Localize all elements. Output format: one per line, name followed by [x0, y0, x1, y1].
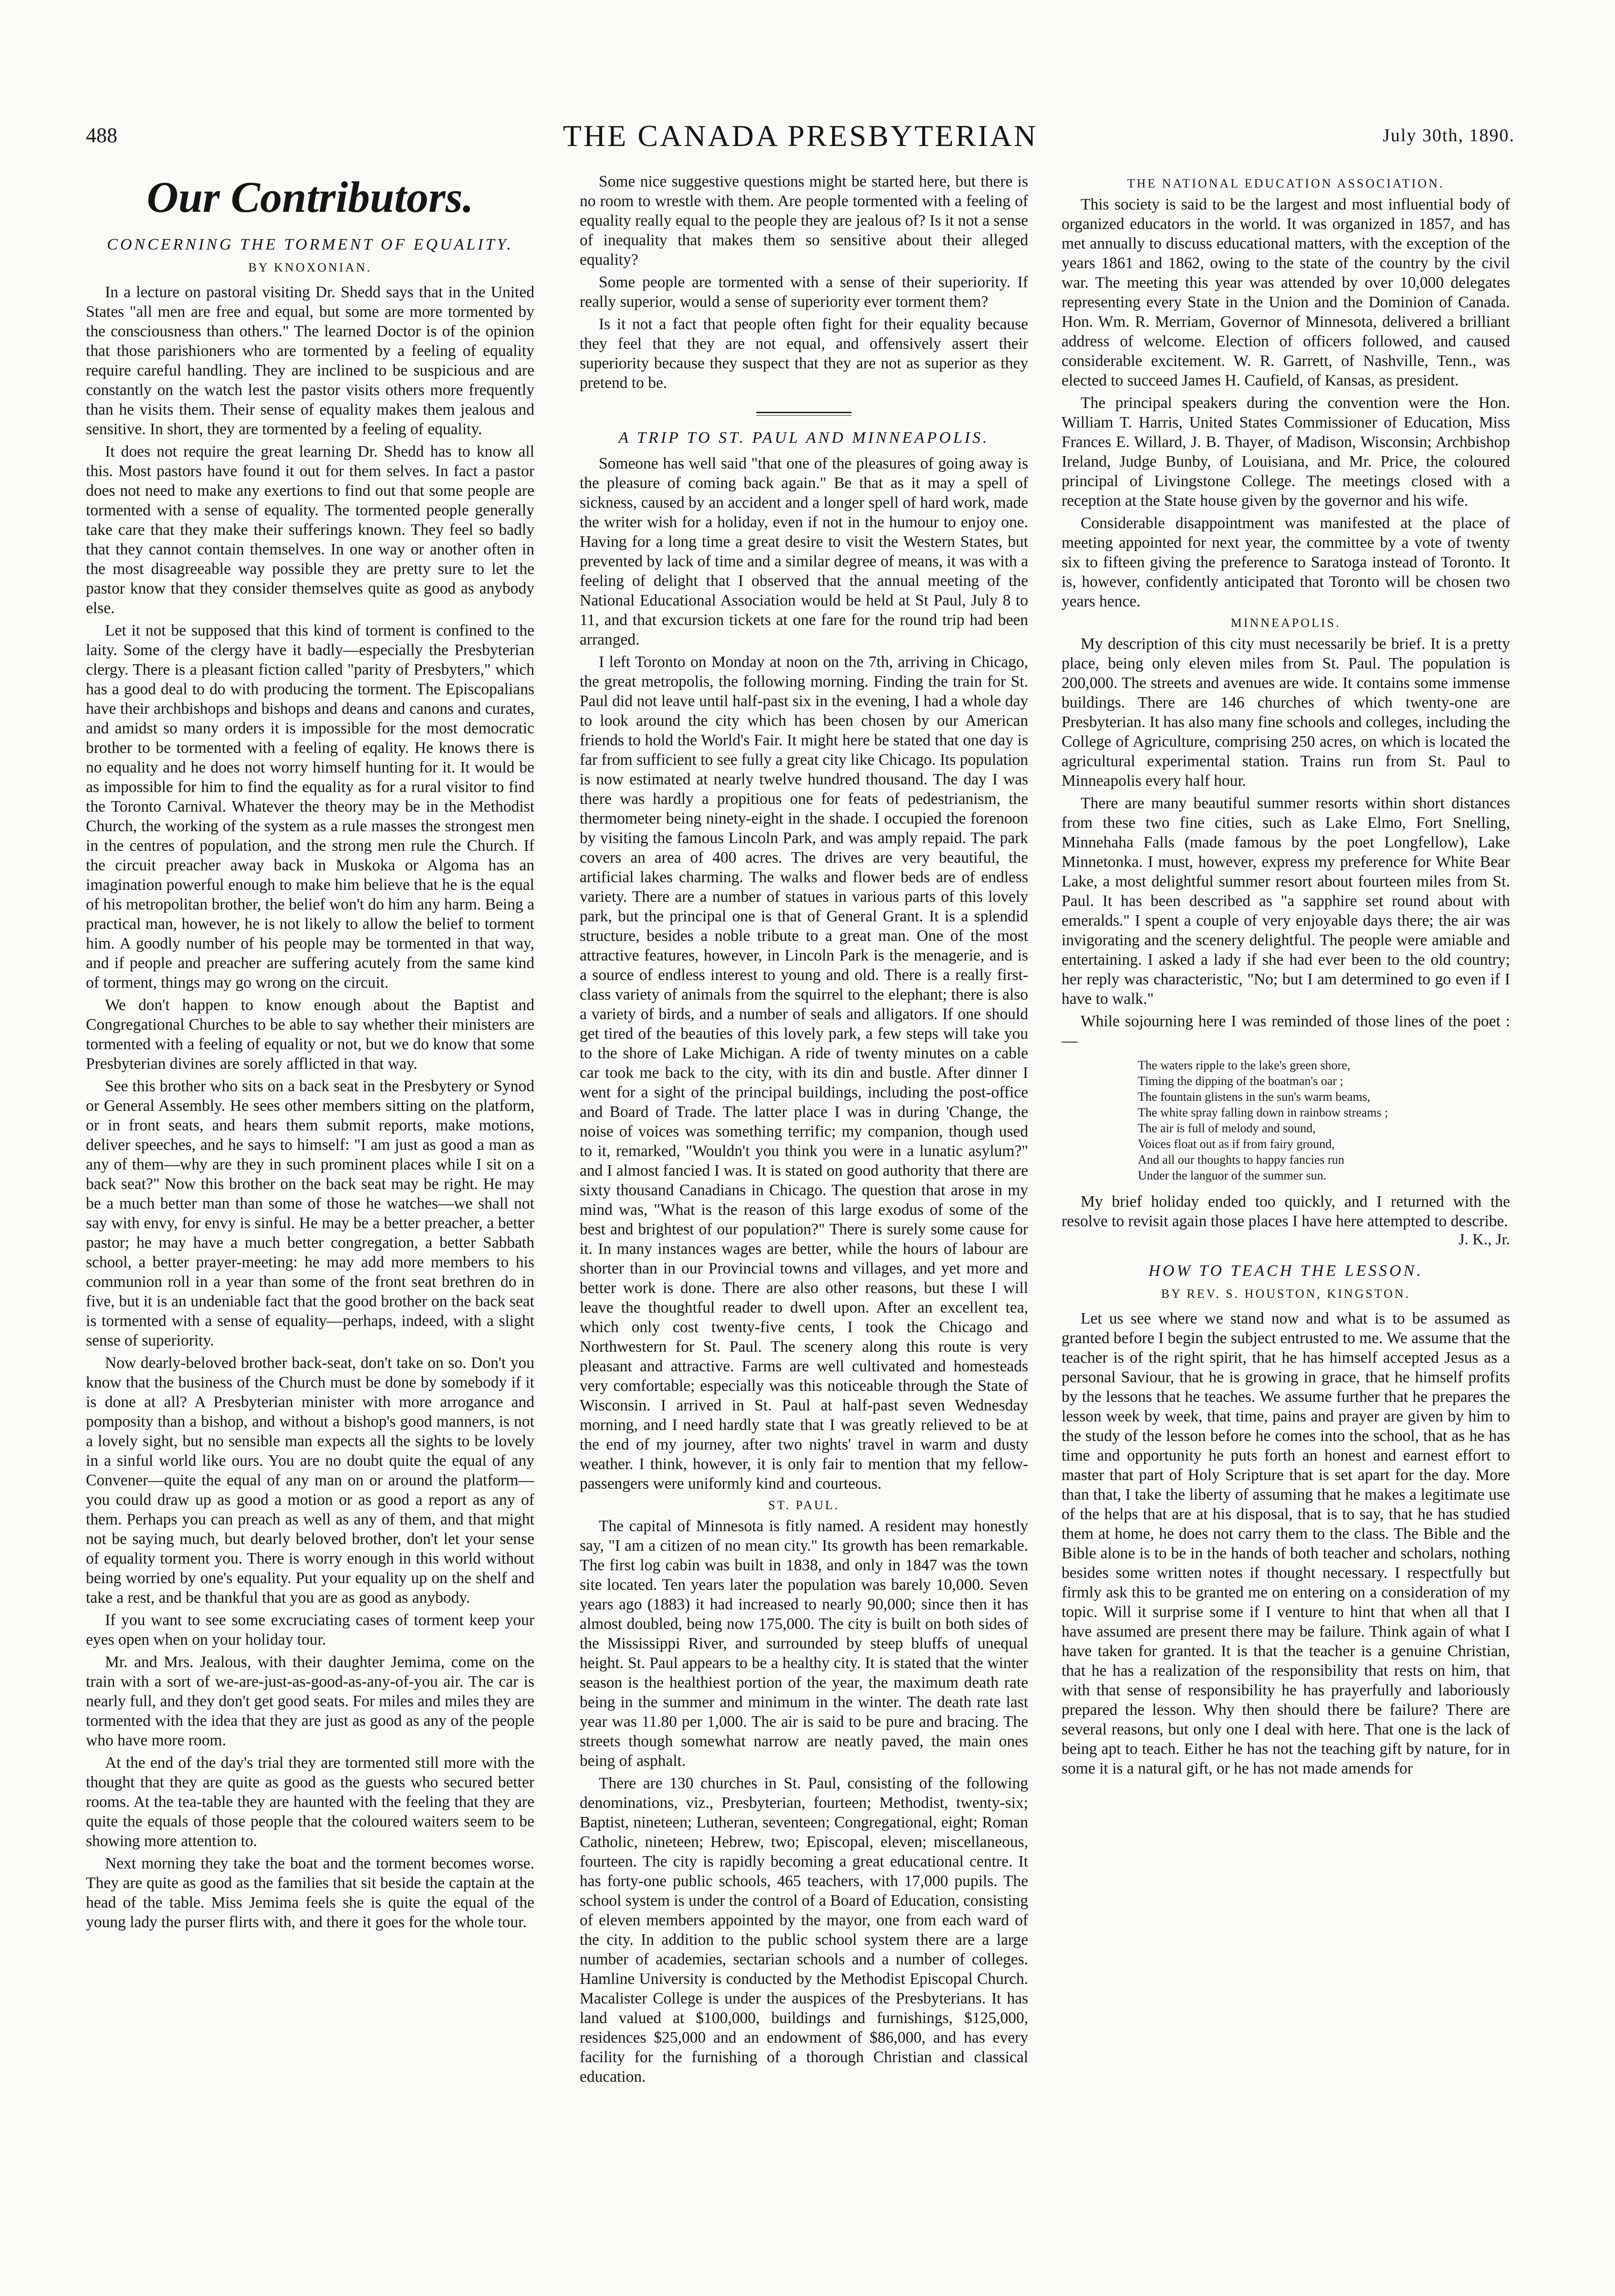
paragraph: Let us see where we stand now and what is to be assumed as granted before I begin the subject entrusted to me. We assume that the teacher is of the right spirit, that he has himself accepted Jesus as a personal Saviour, that he is growing in grace, that he himself profits by the lessons that he teaches. We assume further that he prepares the lesson week by week, that time, pains and prayer are given by him to the study of the lesson before he comes into the school, that as he has time and opportunity he puts forth an honest and earnest effort to master that part of Holy Scripture that is set apart for the day. More than that, I take the liberty of assuming that he makes a legitimate use of the helps that are at his disposal, that is to say, that he has studied them at home, he does not carry them to the class. The Bible and the Bible alone is to be in the hands of both teacher and scholars, nothing besides some written notes if thought necessary. I respectfully but firmly ask this to be granted me on entering on a consideration of my topic. Will it surprise some if I venture to hint that when all that I have assumed are present there may be failure. Think again of what I have taken for granted. It is that the teacher is a genuine Christian, that he has a realization of the responsibility that rests on him, that with that sense of responsibility he has prayerfully and laboriously prepared the lesson. Why then should there be failure? There are several reasons, but only one I deal with here. That one is the lack of being apt to teach. Either he has not the teaching gift by nature, for in some it is a natural gift, or he has not made amends for	[1062, 1310, 1510, 1777]
poem-line: The waters ripple to the lake's green shore,	[1138, 1058, 1351, 1072]
column-2	[580, 172, 1028, 2271]
poem-line: Voices float out as if from fairy ground,	[1138, 1137, 1335, 1151]
paragraph: It does not require the great learning Dr. Shedd has to know all this. Most pastors have found it out for them selves. In fact a pastor does not need to make any exertions to find out that some people are tormented with a sense of equality. The tormented people generally take care that they make their sufferings known. They feel so badly that they cannot contain themselves. In one way or another often in the most disagreeable way possible they are pretty sure to let the pastor know that they consider themselves quite as good as anybody else.	[86, 443, 534, 617]
paragraph: My brief holiday ended too quickly, and I returned with the resolve to revisit again those places I have here attempted to describe.	[1062, 1193, 1510, 1230]
paragraph: Considerable disappointment was manifested at the place of meeting appointed for next year, the committee by a vote of twenty six to fifteen giving the preference to Saratoga instead of Toronto. It is, however, confidently anticipated that Toronto will be chosen two years hence.	[1062, 514, 1510, 610]
paragraph: If you want to see some excruciating cases of torment keep your eyes open when on your holiday tour.	[86, 1611, 534, 1649]
column-3	[1062, 172, 1510, 2271]
closing-block	[1062, 1192, 1510, 1231]
paragraph: While sojourning here I was reminded of those lines of the poet :—	[1062, 1012, 1510, 1050]
paragraph: Now dearly-beloved brother back-seat, don't take on so. Don't you know that the business of the Church must be done by somebody if it is done at all? A Presbyterian minister with more arrogance and pomposity than a bishop, and without a bishop's good manners, is not a lovely sight, but no sensible man expects all the sights to be lovely in a sinful world like ours. You are no doubt quite the equal of any Convener—quite the equal of any man on or around the platform—you could draw up as good a motion or as good a report as any of them. Perhaps you can preach as well as any of them, and that might not be saying much, but dearly beloved brother, don't let your sense of equality torment you. There is worry enough in this world without being worried by one's equality. Put your equality up on the shelf and take a rest, and be thankful that you are as good as anybody.	[86, 1354, 534, 1607]
poem-line: And all our thoughts to happy fancies run	[1138, 1153, 1344, 1167]
article-byline: BY KNOXONIAN.	[248, 261, 372, 274]
subheading: ST. PAUL.	[768, 1498, 840, 1512]
poem-line: The white spray falling down in rainbow streams ;	[1138, 1106, 1388, 1119]
signature: J. K., Jr.	[1458, 1231, 1510, 1248]
paragraph: Mr. and Mrs. Jealous, with their daughter Jemima, come on the train with a sort of we-are-just-as-good-as-any-of-you air. The car is nearly full, and they don't get good seats. For miles and miles they are tormented with the idea that they are just as good as any of the people who have more room.	[86, 1653, 534, 1749]
paragraph: The principal speakers during the convention were the Hon. William T. Harris, United States Commissioner of Education, Miss Frances E. Willard, J. B. Thayer, of Madison, Wisconsin; Archbishop Ireland, Judge Bunby, of Louisiana, and Mr. Price, the coloured principal of Livingstone College. The meetings closed with a reception at the State house given by the governor and his wife.	[1062, 394, 1510, 510]
article-title: CONCERNING THE TORMENT OF EQUALITY.	[107, 236, 513, 253]
section-title: Our Contributors.	[146, 173, 474, 221]
paragraph: I left Toronto on Monday at noon on the 7th, arriving in Chicago, the great metropolis, the following morning. Finding the train for St. Paul did not leave until half-past six in the evening, I had a whole day to look around the city which has been chosen by our American friends to hold the World's Fair. It might here be stated that one day is far from sufficient to see fully a great city like Chicago. Its population is now estimated at nearly twelve hundred thousand. The day I was there was hardly a propitious one for feats of pedestrianism, the thermometer being ninety-eight in the shade. I occupied the forenoon by visiting the famous Lincoln Park, and was amply repaid. The park covers an area of 400 acres. The drives are very beautiful, the artificial lakes charming. The walks and flower beds are of endless variety. There are a number of statues in various parts of this lovely park, but the principal one is that of General Grant. It is a splendid structure, besides a noble tribute to a great man. One of the most attractive features, however, in Lincoln Park is the menagerie, and is a source of endless interest to young and old. There is a really first-class variety of animals from the squirrel to the elephant; there is also a variety of birds, and a number of seals and alligators. If one should get tired of the beauties of this lovely park, a few steps will take you to the shore of Lake Michigan. A ride of twenty minutes on a cable car took me back to the city, with its din and bustle. After dinner I went for a sight of the principal buildings, including the post-office and Board of Trade. The latter place I was in during 'Change, the noise of voices was something terrific; my companion, though used to it, remarked, "Wouldn't you think you were in a lunatic asylum?" and I almost fancied I was. It is stated on good authority that there are sixty thousand Canadians in Chicago. The question that arose in my mind was, "What is the reason of this large exodus of some of the best and brightest of our population?" There is surely some cause for it. In many instances wages are better, while the hours of labour are shorter than in our Provincial towns and villages, and yet more and better work is done. There are also other reasons, but these I will leave the thoughtful reader to dwell upon. After an excellent tea, which only cost twenty-five cents, I took the Chicago and Northwestern for St. Paul. The scenery along this route is very pleasant and attractive. Farms are well cultivated and homesteads very comfortable; especially was this noticeable through the State of Wisconsin. I arrived in St. Paul at half-past seven Wednesday morning, and I need hardly state that I was greatly relieved to be at the end of my journey, after two nights' travel in warm and dusty weather. I think, however, it is only fair to mention that my fellow-passengers were uniformly kind and courteous.	[580, 653, 1028, 1492]
paragraph: My description of this city must necessarily be brief. It is a pretty place, being only eleven miles from St. Paul. The population is 200,000. The streets and avenues are wide. It contains some immense buildings. There are 146 churches of which twenty-one are Presbyterian. It has also many fine schools and colleges, including the College of Agriculture, comprising 250 acres, on which is located the agricultural experimental station. Trains run from St. Paul to Minneapolis every half hour.	[1062, 635, 1510, 790]
poem-line: Timing the dipping of the boatman's oar ;	[1138, 1074, 1344, 1088]
paragraph: The capital of Minnesota is fitly named. A resident may honestly say, "I am a citizen of no mean city." Its growth has been remarkable. The first log cabin was built in 1838, and only in 1847 was the town site located. Ten years later the population was barely 10,000. Seven years ago (1883) it had increased to nearly 90,000; since then it has almost doubled, being now 175,000. The city is built on both sides of the Mississippi River, and surrounded by steep bluffs of unequal height. St. Paul appears to be a healthy city. It is stated that the winter season is the healthiest portion of the year, the maximum death rate being in the summer and minimum in the winter. The death rate last year was 11.80 per 1,000. The air is said to be pure and bracing. The streets though somewhat narrow are neatly paved, the main ones being of asphalt.	[580, 1517, 1028, 1770]
poem-line: The air is full of melody and sound,	[1138, 1121, 1316, 1135]
subheading: THE NATIONAL EDUCATION ASSOCIATION.	[1127, 177, 1445, 190]
poem-line: Under the languor of the summer sun.	[1138, 1169, 1326, 1182]
paragraph: In a lecture on pastoral visiting Dr. Shedd says that in the United States "all men are free and equal, but some are more tormented by the consciousness than others." The learned Doctor is of the opinion that those parishioners who are tormented by a feeling of equality require careful handling. They are inclined to be suspicious and are constantly on the watch lest the pastor visits others more frequently than he visits them. Their sense of equality makes them jealous and sensitive. In short, they are tormented by a feeling of equality.	[86, 283, 534, 438]
column-1	[86, 172, 534, 2271]
paragraph: Next morning they take the boat and the torment becomes worse. They are quite as good as the families that sit beside the captain at the head of the table. Miss Jemima feels she is quite the equal of the young lady the purser flirts with, and there it goes for the whole tour.	[86, 1855, 534, 1931]
paragraph: At the end of the day's trial they are tormented still more with the thought that they are quite as good as the guests who secured better rooms. At the tea-table they are haunted with the feeling that they are quite the equals of those people that the coloured waiters seem to be showing more attention to.	[86, 1754, 534, 1850]
paragraph: There are many beautiful summer resorts within short distances from these two fine cities, such as Lake Elmo, Fort Snelling, Minnehaha Falls (made famous by the poet Longfellow), Lake Minnetonka. I must, however, express my preference for White Bear Lake, a most delightful summer resort about fourteen miles from St. Paul. It has been described as "a sapphire set round about with emeralds." I spent a couple of very enjoyable days there; the air was invigorating and the scenery delightful. The people were amiable and entertaining. I asked a lady if she had ever been to the old country; her reply was characteristic, "No; but I am determined to go even if I have to walk."	[1062, 794, 1510, 1008]
paragraph: See this brother who sits on a back seat in the Presbytery or Synod or General Assembly. He sees other members sitting on the platform, or in front seats, and hears them submit reports, make motions, deliver speeches, and he says to himself: "I am just as good a man as any of them—why are they in such prominent places while I sit on a back seat?" Now this brother on the back seat may be right. He may be a much better man than some of those he watches—we shall not say with envy, for envy is sinful. He may be a better preacher, a better pastor; he may have a much better congregation, a better Sabbath school, a better prayer-meeting: he may add more members to his communion roll in a year than some of the front seat brethren do in five, but it is an undeniable fact that the good brother on the back seat is tormented with a sense of equality—perhaps, indeed, with a slight sense of superiority.	[86, 1077, 534, 1349]
paragraph: Some people are tormented with a sense of their superiority. If really superior, would a sense of superiority ever torment them?	[580, 273, 1028, 311]
paragraph: Let it not be supposed that this kind of torment is confined to the laity. Some of the clergy have it badly—especially the Presbyterian clergy. There is a pleasant fiction called "parity of Presbyters," which has a good deal to do with producing the torment. The Episcopalians have their archbishops and bishops and deans and canons and curates, and amidst so many orders it is impossible for the most democratic brother to be tormented with a feeling of eqality. He knows there is no equality and he does not worry himself hunting for it. It would be as impossible for him to find the equality as for a rural visitor to find the Toronto Carnival. Whatever the theory may be in the Methodist Church, the working of the system as a rule masses the strongest men in the centres of population, and the strong men rule the Church. If the circuit preacher away back in Muskoka or Algoma has an imagination powerful enough to make him believe that he is the equal of his metropolitan brother, the belief won't do him any harm. Being a practical man, however, he is not likely to allow the belief to torment him. A goodly number of his people may be tormented in that way, and if people and preacher are suffering acutely from the same kind of torment, things may go wrong on the circuit.	[86, 622, 534, 991]
paragraph: Is it not a fact that people often fight for their equality because they feel that they are not equal, and offensively assert their superiority because they suspect that they are not as superior as they pretend to be.	[580, 315, 1028, 392]
masthead-title: THE CANADA PRESBYTERIAN	[563, 119, 1038, 153]
paragraph: We don't happen to know enough about the Baptist and Congregational Churches to be able to say whether their ministers are tormented with a feeling of equality or not, but we do know that some Presbyterian divines are sorely afflicted in that way.	[86, 996, 534, 1073]
article-title: A TRIP TO ST. PAUL AND MINNEAPOLIS.	[618, 429, 990, 447]
paragraph: Someone has well said "that one of the pleasures of going away is the pleasure of coming back again." Be that as it may a spell of sickness, caused by an accident and a longer spell of hard work, made the writer wish for a holiday, even if not in the humour to enjoy one. Having for a long time a great desire to visit the Western States, but prevented by lack of time and a similar degree of means, it was with a feeling of delight that I observed that the annual meeting of the National Educational Association would be held at St Paul, July 8 to 11, and that excursion tickets at one fare for the round trip had been arranged.	[580, 455, 1028, 648]
poem-line: The fountain glistens in the sun's warm beams,	[1138, 1090, 1371, 1104]
paragraph: This society is said to be the largest and most influential body of organized educators in the world. It was organized in 1857, and has met annually to discuss educational matters, with the exception of the years 1861 and 1862, owing to the state of the country by the civil war. The meeting this year was attended by over 10,000 delegates representing every State in the Union and the Dominion of Canada. Hon. Wm. R. Merriam, Governor of Minnesota, delivered a brilliant address of welcome. Election of officers followed, and caused considerable excitement. W. R. Garrett, of Nashville, Tenn., was elected to succeed James H. Caufield, of Kansas, as president.	[1062, 196, 1510, 389]
issue-date: July 30th, 1890.	[1383, 125, 1515, 146]
page-number: 488	[86, 124, 117, 147]
subheading: MINNEAPOLIS.	[1230, 616, 1341, 630]
paragraph: Some nice suggestive questions might be started here, but there is no room to wrestle with them. Are people tormented with a feeling of equality really equal to the people they are jealous of? Is it not a sense of inequality that makes them so sensitive about their alleged equality?	[580, 173, 1028, 269]
article-divider	[756, 412, 852, 416]
paragraph: There are 130 churches in St. Paul, consisting of the following denominations, viz., Presbyterian, fourteen; Methodist, twenty-six; Baptist, nineteen; Lutheran, seventeen; Congregational, eight; Roman Catholic, nineteen; Hebrew, two; Episcopal, eleven; miscellaneous, fourteen. The city is rapidly becoming a great educational centre. It has forty-one public schools, 465 teachers, with 17,000 pupils. The school system is under the control of a Board of Education, consisting of eleven members appointed by the mayor, one from each ward of the city. In addition to the public school system there are a large number of academies, sectarian schools and a number of colleges. Hamline University is conducted by the Methodist Episcopal Church. Macalister College is under the auspices of the Presbyterians. It has land valued at $100,000, buildings and furnishings, $125,000, residences $25,000 and an endowment of $86,000, and has every facility for the furnishing of a thorough Christian and classical education.	[580, 1774, 1028, 2086]
article-title: HOW TO TEACH THE LESSON.	[1148, 1262, 1423, 1280]
page-header	[86, 119, 1515, 166]
poem	[1138, 1057, 1510, 1183]
article-byline: BY REV. S. HOUSTON, KINGSTON.	[1161, 1287, 1411, 1301]
